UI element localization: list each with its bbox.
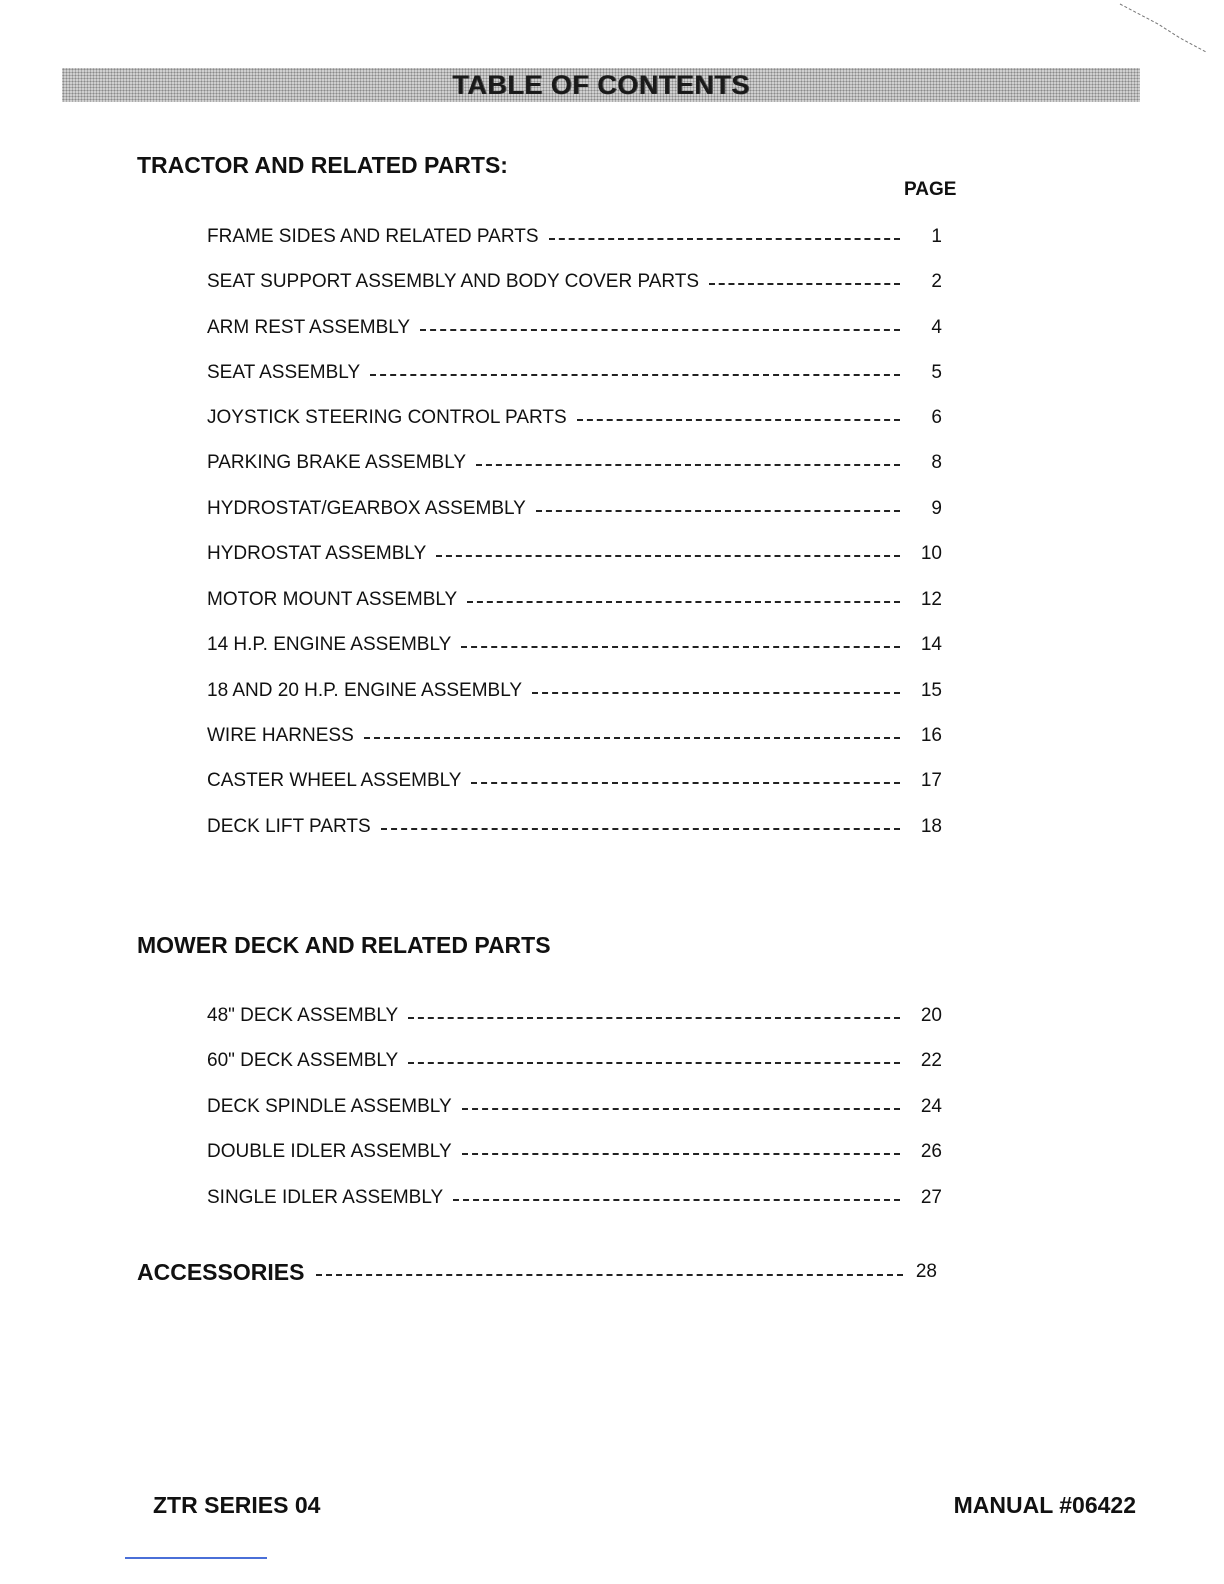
toc-entry-label: DECK LIFT PARTS — [207, 816, 371, 837]
toc-entry-label: DECK SPINDLE ASSEMBLY — [207, 1096, 452, 1117]
toc-entry-page: 10 — [920, 543, 942, 564]
dot-leader — [467, 601, 900, 603]
dot-leader — [316, 1274, 903, 1276]
dot-leader — [453, 1199, 900, 1201]
dot-leader — [549, 238, 900, 240]
dot-leader — [476, 464, 900, 466]
toc-entry-label: 60" DECK ASSEMBLY — [207, 1050, 399, 1071]
toc-entry-page: 6 — [931, 407, 942, 428]
page-title: TABLE OF CONTENTS — [452, 69, 750, 100]
dot-leader — [370, 374, 900, 376]
toc-entry — [207, 315, 942, 341]
toc-entry-label: PARKING BRAKE ASSEMBLY — [207, 452, 467, 473]
footer-manual-number: MANUAL #06422 — [953, 1492, 1136, 1518]
dot-leader — [577, 419, 900, 421]
dot-leader — [471, 782, 900, 784]
toc-entry-page: 5 — [931, 362, 942, 383]
toc-entry-page: 27 — [920, 1187, 942, 1208]
footer-series: ZTR SERIES 04 — [153, 1492, 321, 1518]
toc-entry-label: SEAT SUPPORT ASSEMBLY AND BODY COVER PARTS — [207, 271, 700, 292]
toc-entry — [207, 541, 942, 567]
toc-entry-label: 18 AND 20 H.P. ENGINE ASSEMBLY — [207, 680, 523, 701]
toc-entry-accessories — [137, 1257, 937, 1287]
toc-entry-label: DOUBLE IDLER ASSEMBLY — [207, 1141, 452, 1162]
toc-entry-label: MOTOR MOUNT ASSEMBLY — [207, 589, 458, 610]
dot-leader — [532, 692, 900, 694]
toc-entry — [207, 450, 942, 476]
page-column-label: PAGE — [904, 179, 957, 200]
toc-entry — [207, 360, 942, 386]
dot-leader — [462, 1108, 900, 1110]
toc-entry-page: 16 — [920, 725, 942, 746]
toc-entry-page: 22 — [920, 1050, 942, 1071]
section-heading-tractor: TRACTOR AND RELATED PARTS: — [137, 152, 508, 178]
toc-entry-label: 14 H.P. ENGINE ASSEMBLY — [207, 634, 452, 655]
toc-entry — [207, 1139, 942, 1165]
toc-entry — [207, 768, 942, 794]
dot-leader — [408, 1017, 900, 1019]
dot-leader — [461, 646, 900, 648]
toc-entry-page: 15 — [920, 680, 942, 701]
toc-entry — [207, 587, 942, 613]
toc-entry — [207, 1003, 942, 1029]
toc-entry — [207, 224, 942, 250]
toc-entry-label: WIRE HARNESS — [207, 725, 354, 746]
toc-entry-label: CASTER WHEEL ASSEMBLY — [207, 770, 462, 791]
toc-entry-label: HYDROSTAT/GEARBOX ASSEMBLY — [207, 498, 526, 519]
toc-entry-page: 9 — [931, 498, 942, 519]
dot-leader — [709, 283, 900, 285]
title-banner — [62, 68, 1140, 102]
toc-entry-page: 24 — [920, 1096, 942, 1117]
toc-entry — [207, 1094, 942, 1120]
toc-entry — [207, 496, 942, 522]
dot-leader — [364, 737, 900, 739]
toc-entry-page: 4 — [931, 317, 942, 338]
toc-entry-page: 14 — [920, 634, 942, 655]
toc-entry-page: 1 — [931, 226, 942, 247]
toc-entry — [207, 678, 942, 704]
accessories-page: 28 — [915, 1261, 937, 1282]
toc-entry-page: 2 — [931, 271, 942, 292]
accessories-label: ACCESSORIES — [137, 1258, 305, 1285]
toc-entry — [207, 1048, 942, 1074]
toc-entry-label: HYDROSTAT ASSEMBLY — [207, 543, 427, 564]
dot-leader — [408, 1062, 900, 1064]
toc-entry — [207, 269, 942, 295]
toc-entry-page: 17 — [920, 770, 942, 791]
dot-leader — [436, 555, 900, 557]
toc-entry-page: 20 — [920, 1005, 942, 1026]
toc-entry — [207, 1185, 942, 1211]
toc-entry-label: SEAT ASSEMBLY — [207, 362, 361, 383]
toc-entry-page: 18 — [920, 816, 942, 837]
toc-entry-page: 8 — [931, 452, 942, 473]
dot-leader — [536, 510, 900, 512]
toc-entry — [207, 405, 942, 431]
dot-leader — [462, 1153, 900, 1155]
toc-entry-page: 26 — [920, 1141, 942, 1162]
toc-entry-label: SINGLE IDLER ASSEMBLY — [207, 1187, 444, 1208]
scan-mark-icon — [1118, 2, 1208, 54]
toc-entry-label: JOYSTICK STEERING CONTROL PARTS — [207, 407, 567, 428]
dot-leader — [420, 329, 900, 331]
scan-underline-artifact — [125, 1557, 267, 1559]
toc-entry — [207, 632, 942, 658]
toc-entry — [207, 814, 942, 840]
toc-entry — [207, 723, 942, 749]
dot-leader — [381, 828, 900, 830]
toc-entry-label: FRAME SIDES AND RELATED PARTS — [207, 226, 539, 247]
toc-entry-page: 12 — [920, 589, 942, 610]
section-heading-mower-deck: MOWER DECK AND RELATED PARTS — [137, 932, 551, 958]
toc-entry-label: 48" DECK ASSEMBLY — [207, 1005, 399, 1026]
toc-entry-label: ARM REST ASSEMBLY — [207, 317, 411, 338]
